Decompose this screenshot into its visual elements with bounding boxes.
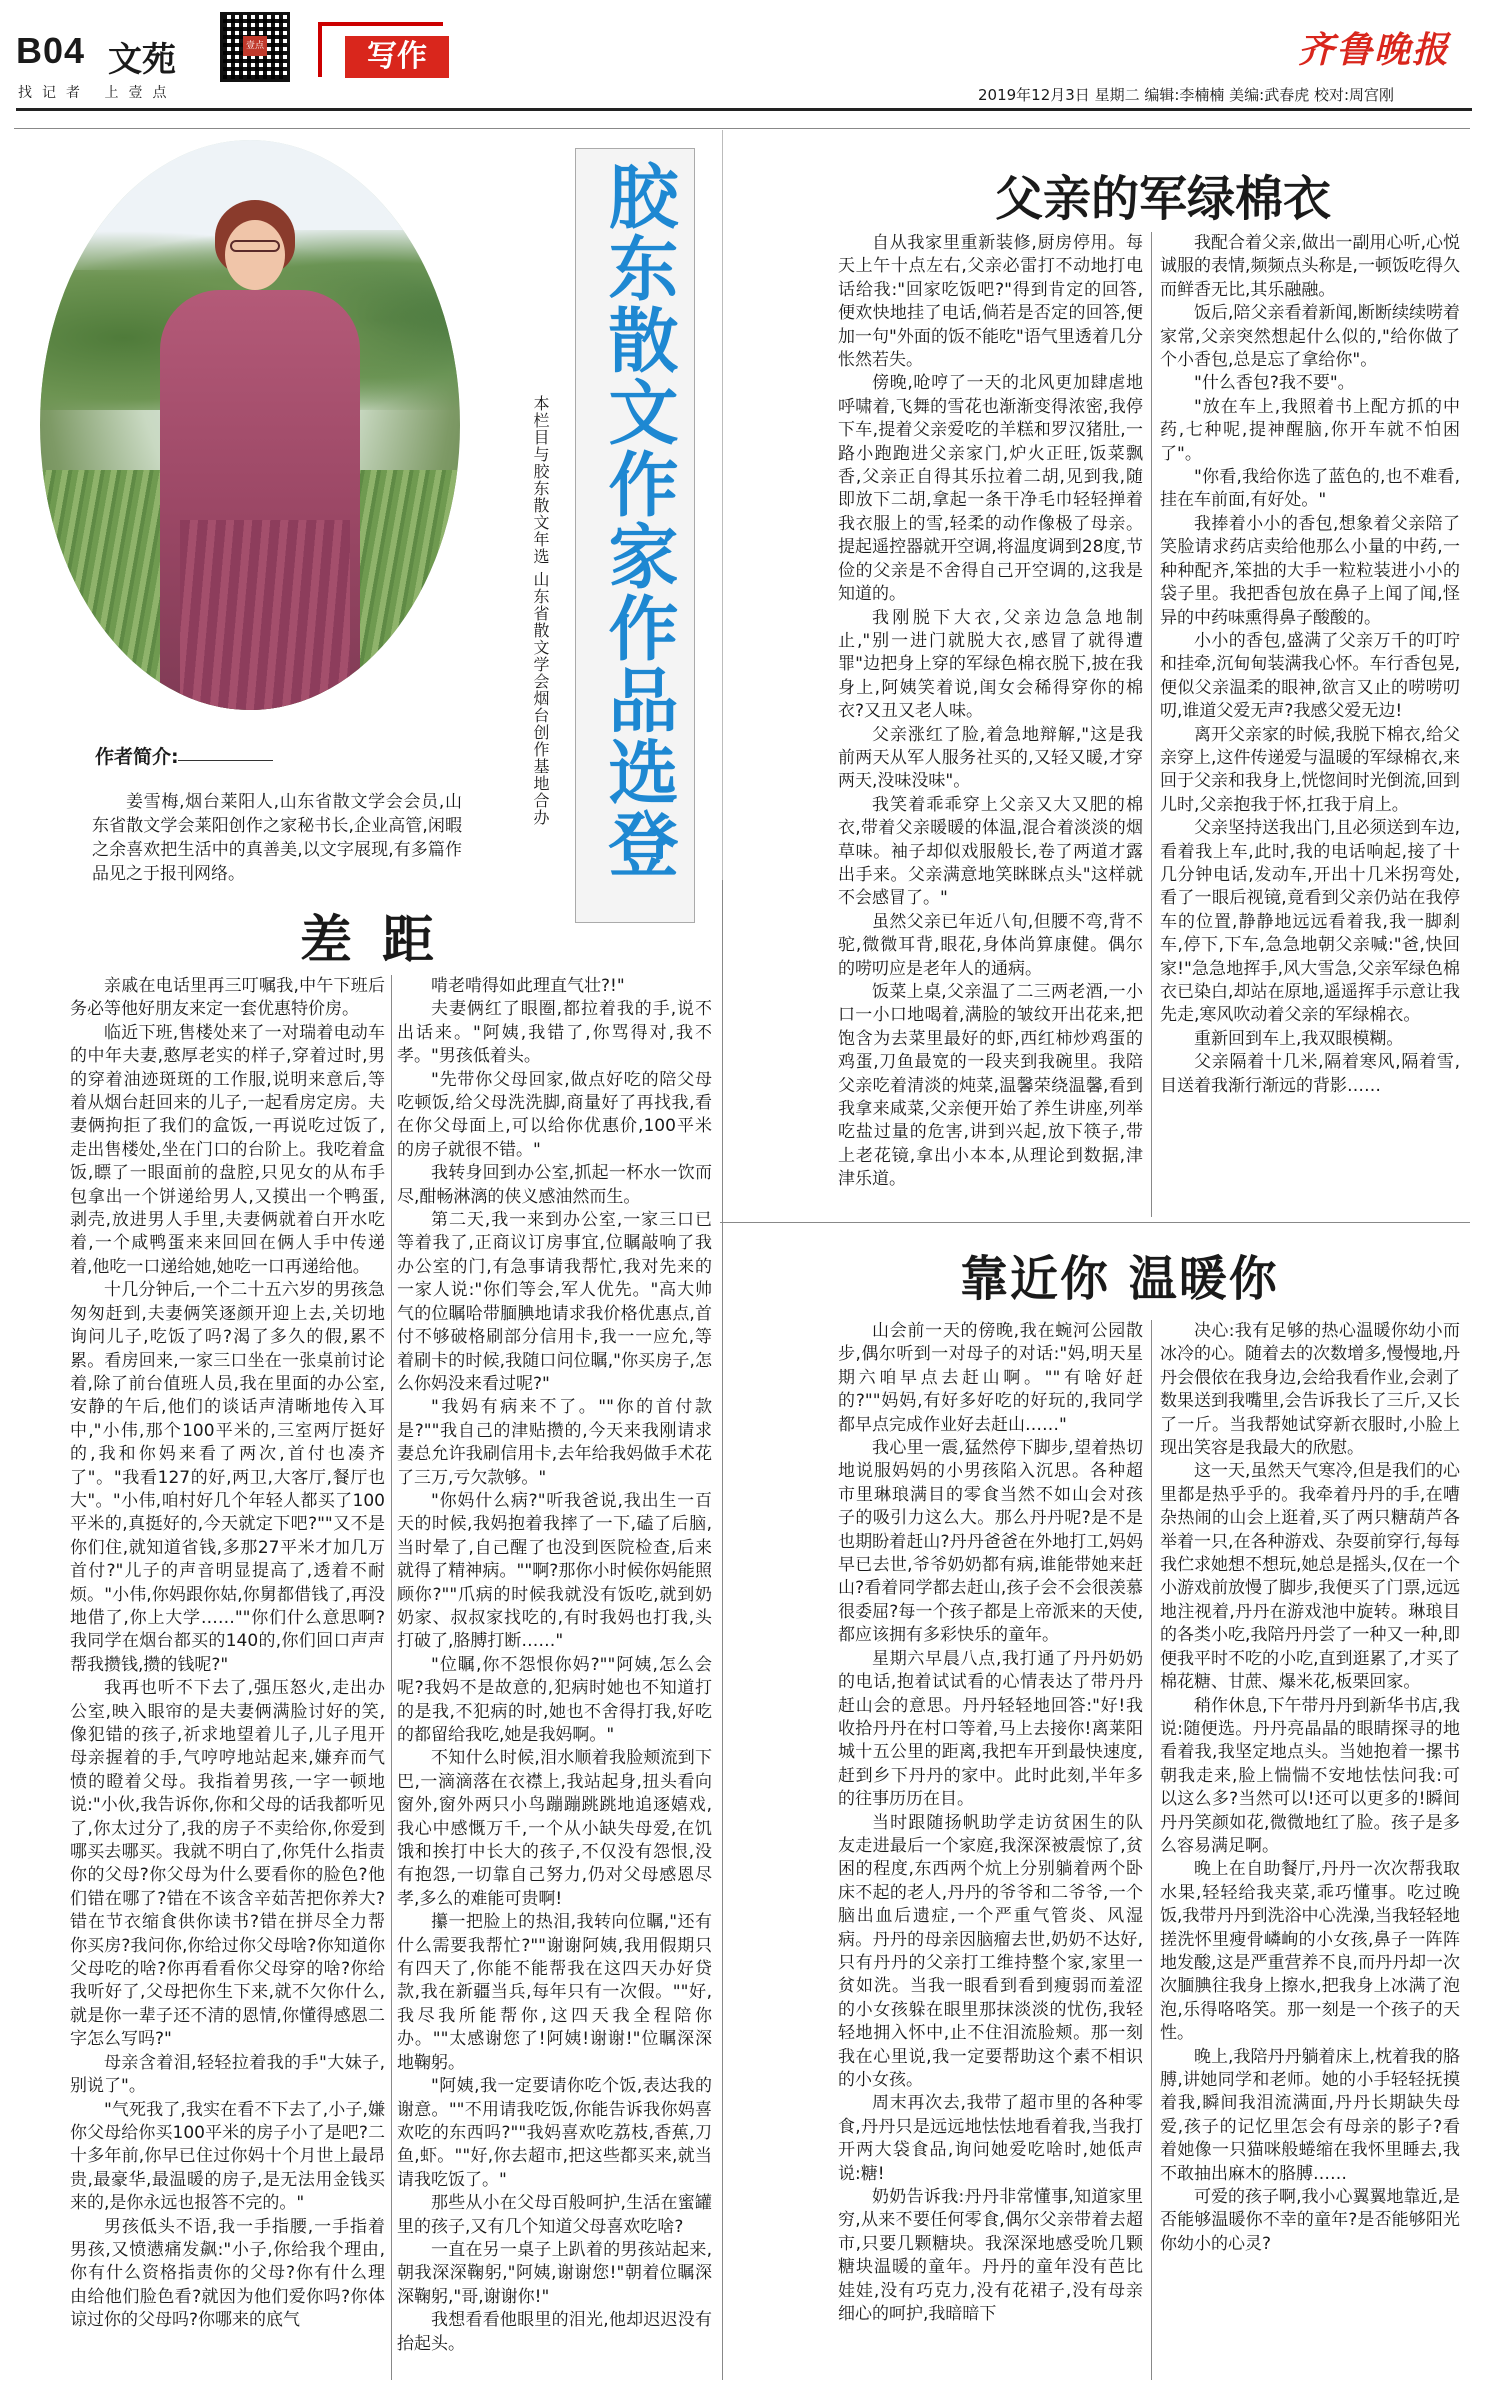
paragraph: 我配合着父亲,做出一副用心听,心悦诚服的表情,频频点头称是,一顿饭吃得久而鲜香无比,其乐融融。: [1160, 233, 1460, 300]
paragraph: "你妈什么病?"听我爸说,我出生一百天的时候,我妈抱着我摔了一下,磕了后脑,当时晕了,自己醒了也没到医院检查,后来就得了精神病。""啊?那你小时候你妈能照顾你?""爪病的时候我就没有饭吃,就到奶奶家、叔叔家找吃的,有时我妈也打我,头打破了,胳膊打断……": [397, 1490, 712, 1652]
paragraph: 傍晚,呛哼了一天的北风更加肆虐地呼啸着,飞舞的雪花也渐渐变得浓密,我停下车,提着父亲爱吃的羊糕和罗汉猪肚,一路小跑跑进父亲家门,炉火正旺,饭菜飘香,父亲正自得其乐拉着二胡,见到我,随即放下二胡,拿起一条干净毛巾轻轻掸着我衣服上的雪,轻柔的动作像极了母亲。提起遥控器就开空调,将温度调到28度,节俭的父亲是不舍得自己开空调的,这我是知道的。: [838, 373, 1143, 605]
rule-divider: [722, 880, 723, 2380]
page-number: B04: [16, 30, 86, 71]
paragraph: 饭菜上桌,父亲温了二三两老酒,一小口一小口地喝着,满脸的皱纹开出花来,把饱含为去菜里最好的虾,西红柿炒鸡蛋的鸡蛋,刀鱼最宽的一段夹到我碗里。我陪父亲吃着清淡的炖菜,温馨荣绕温馨,看到我拿来咸菜,父亲便开始了养生讲座,列举吃盐过量的危害,讲到兴起,放下筷子,带上老花镜,拿出小本本,从理论到数据,津津乐道。: [838, 982, 1143, 1190]
paragraph: "放在车上,我照着书上配方抓的中药,七种呢,提神醒脑,你开车就不怕困了"。: [1160, 396, 1460, 464]
article-title-gap: 差距: [300, 910, 465, 971]
paragraph: 十几分钟后,一个二十五六岁的男孩急匆匆赶到,夫妻俩笑逐颜开迎上去,关切地询问儿子,吃饭了吗?渴了多久的假,累不累。看房回来,一家三口坐在一张桌前讨论着,除了前台值班人员,我在里面的办公室,安静的午后,他们的谈话声清晰地传入耳中,"小伟,那个100平米的,三室两厅挺好的,我和你妈来看了两次,首付也凑齐了"。"我看127的好,两卫,大客厅,餐厅也大"。"小伟,咱村好几个年轻人都买了100平米的,真挺好的,今天就定下吧?""又不是你们住,就知道省钱,多那27平米才加几万首付?"儿子的声音明显提高了,透着不耐烦。"小伟,你妈跟你姑,你舅都借钱了,再没地借了,你上大学……""你们什么意思啊?我同学在烟台都买的140的,你们回口声声帮我攒钱,攒的钱呢?": [70, 1280, 385, 1675]
section-tag: 写作: [345, 36, 449, 78]
paragraph: 第二天,我一来到办公室,一家三口已等着我了,正商议订房事宜,位瞩敲响了我办公室的门,有急事请我帮忙,我对先来的一家人说:"你们等会,军人优先。"高大帅气的位瞩哈带腼腆地请求我价格优惠点,首付不够破格刷部分信用卡,我一一应允,等着刷卡的时候,我随口问位瞩,"你买房子,怎么你妈没来看过呢?": [397, 1210, 712, 1394]
paragraph: 一直在另一桌子上趴着的男孩站起来,朝我深深鞠躬,"阿姨,谢谢您!"朝着位瞩深深鞠躬,"哥,谢谢你!": [397, 2239, 712, 2307]
paragraph: 那些从小在父母百般呵护,生活在蜜罐里的孩子,又有几个知道父母喜欢吃啥?: [397, 2193, 712, 2237]
paragraph: 小小的香包,盛满了父亲万千的叮咛和挂牵,沉甸甸装满我心怀。车行香包晃,便似父亲温柔的眼神,欲言又止的唠唠叨叨,谁道父爱无声?我感父爱无边!: [1160, 630, 1460, 722]
paragraph: "你看,我给你选了蓝色的,也不难看,挂在车前面,有好处。": [1160, 467, 1460, 511]
paragraph: 重新回到车上,我双眼模糊。: [1194, 1028, 1404, 1049]
paragraph: 可爱的孩子啊,我小心翼翼地靠近,是否能够温暖你不幸的童年?是否能够阳光你幼小的心灵?: [1160, 2187, 1460, 2254]
rule-top: [14, 128, 1470, 129]
paragraph: 我刚脱下大衣,父亲边急急地制止,"别一进门就脱大衣,感冒了就得遭罪"边把身上穿的军绿色棉衣脱下,披在我身上,阿姨笑着说,闺女会稀得穿你的棉衣?又丑又老人味。: [838, 607, 1143, 722]
paragraph: 晚上,我陪丹丹躺着床上,枕着我的胳膊,讲她同学和老师。她的小手轻轻抚摸着我,瞬间我泪流满面,丹丹长期缺失母爱,孩子的记忆里怎会有母亲的影子?看着她像一只猫咪般蜷缩在我怀里睡去,我不敢抽出麻木的胳膊……: [1160, 2046, 1460, 2184]
paragraph: 我想看看他眼里的泪光,他却迟迟没有抬起头。: [397, 2310, 712, 2354]
paragraph: 虽然父亲已年近八旬,但腰不弯,背不驼,微微耳背,眼花,身体尚算康健。偶尔的唠叨应是老年人的通病。: [838, 911, 1143, 979]
paragraph: 山会前一天的傍晚,我在蜿河公园散步,偶尔听到一对母子的对话:"妈,明天星期六咱早点去赶山啊。""有啥好赶的?""妈妈,有好多好吃的好玩的,我同学都早点完成作业好去赶山……": [838, 1321, 1143, 1435]
paragraph: 我心里一震,猛然停下脚步,望着热切地说服妈妈的小男孩陷入沉思。各种超市里琳琅满目的零食当然不如山会对孩子的吸引力这么大。那么丹丹呢?是不是也期盼着赶山?丹丹爸爸在外地打工,妈妈早已去世,爷爷奶奶都有病,谁能带她来赶山?看着同学都去赶山,孩子会不会很羡慕很委屈?每一个孩子都是上帝派来的天使,都应该拥有多彩快乐的童年。: [838, 1438, 1143, 1646]
paragraph: 母亲含着泪,轻轻拉着我的手"大妹子,别说了"。: [70, 2052, 385, 2097]
paragraph: 我捧着小小的香包,想象着父亲陪了笑脸请求药店卖给他那么小量的中药,一种种配齐,笨拙的大手一粒粒装进小小的袋子里。我把香包放在鼻子上闻了闻,怪异的中药味熏得鼻子酸酸的。: [1160, 513, 1460, 628]
article-warm-you-col2: [1160, 1320, 1460, 2380]
column-note: 本栏目与胶东散文年选 山东省散文学会烟台创作基地合办: [531, 395, 550, 827]
paragraph: 自从我家里重新装修,厨房停用。每天上午十点左右,父亲必雷打不动地打电话给我:"回家吃饭吧?"得到肯定的回答,便欢快地挂了电话,倘若是否定的回答,便加一句"外面的饭不能吃"语气里透着几分怅然若失。: [838, 233, 1143, 371]
article-warm-you-col1: [838, 1320, 1143, 2380]
header-rule: [16, 108, 1472, 111]
paragraph: "位瞩,你不怨恨你妈?""阿姨,怎么会呢?我妈不是故意的,犯病时她也不知道打的是我,不犯病的时,她也不舍得打我,好吃的都留给我吃,她是我妈啊。": [397, 1654, 712, 1745]
newspaper-logo: 齐鲁晚报: [1298, 29, 1451, 71]
article-title-father-coat: 父亲的军绿棉衣: [995, 171, 1332, 227]
paragraph: 父亲隔着十几米,隔着寒风,隔着雪,目送着我渐行渐远的背影……: [1160, 1052, 1460, 1096]
paragraph: 当时跟随扬帆助学走访贫困生的队友走进最后一个家庭,我深深被震惊了,贫困的程度,东西两个炕上分别躺着两个卧床不起的老人,丹丹的爷爷和二爷爷,一个脑出血后遗症,一个严重气管炎、风湿病。丹丹的母亲因脑瘤去世,奶奶不达好,只有丹丹的父亲打工维持整个家,家里一贫如洗。当我一眼看到看到瘦弱而羞涩的小女孩躲在眼里那抹淡淡的忧伤,我轻轻地拥入怀中,止不住泪流脸颊。那一刻我在心里说,我一定要帮助这个素不相识的小女孩。: [838, 1812, 1143, 2090]
rule-col-a3: [1151, 1320, 1152, 2380]
article-title-warm-you: 靠近你 温暖你: [960, 1251, 1279, 1307]
author-bio: 姜雪梅,烟台莱阳人,山东省散文学会会员,山东省散文学会莱阳创作之家秘书长,企业高管,闲暇之余喜欢把生活中的真善美,以文字展现,有多篇作品见之于报刊网络。: [92, 792, 462, 884]
author-photo: [40, 140, 460, 710]
paragraph: 星期六早晨八点,我打通了丹丹奶奶的电话,抱着试试看的心情表达了带丹丹赶山会的意思。丹丹轻轻地回答:"好!我收拾丹丹在村口等着,马上去接你!离莱阳城十五公里的距离,我把车开到最快速度,赶到乡下丹丹的家中。此时此刻,半年多的往事历历在目。: [838, 1648, 1143, 1810]
qr-center-label: 壹点: [243, 36, 267, 56]
paragraph: 啃老啃得如此理直气壮?!": [431, 976, 625, 996]
paragraph: "气死我了,我实在看不下去了,小子,嫌你父母给你买100平米的房子小了是吧?二十多年前,你早已住过你妈十个月世上最昂贵,最豪华,最温暖的房子,是无法用金钱买来的,是你永远也报答不完的。": [70, 2099, 385, 2214]
paragraph: 我笑着乖乖穿上父亲又大又肥的棉衣,带着父亲暖暖的体温,混合着淡淡的烟草味。袖子却似戏服般长,卷了两道才露出手来。父亲满意地笑眯眯点头"这样就不会感冒了。": [838, 794, 1143, 909]
section-name: 文苑: [108, 40, 176, 80]
photo-woman-skirt: [180, 520, 350, 710]
column-title: 胶东散文作家作品选登: [597, 160, 679, 880]
paragraph: 我转身回到办公室,抓起一杯水一饮而尽,酣畅淋漓的侠义感油然而生。: [397, 1163, 712, 1207]
rule-mid-right: [720, 1222, 1470, 1223]
article-father-coat-col2: [1160, 232, 1460, 1217]
paragraph: 周末再次去,我带了超市里的各种零食,丹丹只是远远地怯怯地看着我,当我打开两大袋食品,询问她爱吃啥时,她低声说:糖!: [838, 2093, 1143, 2184]
author-bio-underline: [178, 760, 273, 761]
paragraph: 我再也听不下去了,强压怒火,走出办公室,映入眼帘的是夫妻俩满脸讨好的笑,像犯错的孩子,祈求地望着儿子,儿子甩开母亲握着的手,气哼哼地站起来,嫌弃而气愤的瞪着父母。我指着男孩,一字一顿地说:"小伙,我告诉你,你和父母的话我都听见了,你太过分了,我的房子不卖给你,你爱到哪买去哪买。我就不明白了,你凭什么指责你的父母?你父母为什么要看你的脸色?他们错在哪了?错在不该含辛茹苦把你养大?错在节衣缩食供你读书?错在拼尽全力帮你买房?我问你,你给过你父母啥?你知道你父母吃的啥?你再看看你父母穿的啥?你给我听好了,父母把你生下来,就不欠你什么,就是你一辈子还不清的恩情,你懂得感恩二字怎么写吗?": [70, 1678, 385, 2050]
paragraph: 攥一把脸上的热泪,我转向位瞩,"还有什么需要我帮忙?""谢谢阿姨,我用假期只有四天了,你能不能帮我在这四天办好贷款,我在新疆当兵,每年只有一次假。""好,我尽我所能帮你,这四天我全程陪你办。""太感谢您了!阿姨!谢谢!"位瞩深深地鞠躬。: [397, 1912, 712, 2073]
article-gap-col2: [397, 975, 712, 2380]
paragraph: 临近下班,售楼处来了一对瑞着电动车的中年夫妻,憨厚老实的样子,穿着过时,男的穿着油迹斑斑的工作服,说明来意后,等着从烟台赶回来的儿子,一起看房定房。夫妻俩拘拒了我们的盒饭,一再说吃过饭了,走出售楼处,坐在门口的台阶上。我吃着盒饭,瞟了一眼面前的盘腔,只见女的从布手包拿出一个饼递给男人,又摸出一个鸭蛋,剥壳,放进男人手里,夫妻俩就着白开水吃着,一个咸鸭蛋来来回回在俩人手中传递着,他吃一口递给她,她吃一口再递给他。: [70, 1022, 385, 1277]
photo-woman-glasses: [230, 240, 280, 252]
paragraph: 亲戚在电话里再三叮嘱我,中午下班后务必等他好朋友来定一套优惠特价房。: [70, 976, 385, 1020]
paragraph: 晚上在自助餐厅,丹丹一次次帮我取水果,轻轻给我夹菜,乖巧懂事。吃过晚饭,我带丹丹到洗浴中心洗澡,当我轻轻地搓洗怀里瘦骨嶙峋的小女孩,鼻子一阵阵地发酸,这是严重营养不良,而丹丹却一次次腼腆往我身上擦水,把我身上冰满了泡泡,乐得咯咯笑。那一刻是一个孩子的天性。: [1160, 1859, 1460, 2044]
article-father-coat-col1: [838, 232, 1143, 1217]
paragraph: 父亲涨红了脸,着急地辩解,"这是我前两天从军人服务社买的,又轻又暖,才穿两天,没味没味"。: [838, 724, 1143, 792]
paragraph: 不知什么时候,泪水顺着我脸颊流到下巴,一滴滴落在衣襟上,我站起身,扭头看向窗外,窗外两只小鸟蹦蹦跳跳地追逐嬉戏,我心中感慨万千,一个从小缺失母爱,在饥饿和挨打中长大的孩子,不仅没有怨恨,没有抱怨,一切靠自己努力,仍对父母感恩尽孝,多么的难能可贵啊!: [397, 1748, 712, 1909]
paragraph: 男孩低头不语,我一手指腰,一手指着男孩,又愤懑痛发飙:"小子,你给我个理由,你有什么资格指责你的父母?你有什么理由给他们脸色看?就因为他们爱你吗?你体谅过你的父母吗?你哪来的底气: [70, 2216, 385, 2331]
paragraph: "我妈有病来不了。""你的首付款是?""我自己的津贴攒的,今天来我刚请求妻总允许我刷信用卡,去年给我妈做手术花了三万,亏欠款够。": [397, 1397, 712, 1488]
paragraph: 夫妻俩红了眼圈,都拉着我的手,说不出话来。"阿姨,我错了,你骂得对,我不孝。"男孩低着头。: [397, 999, 712, 1067]
rule-col-a1: [1151, 232, 1152, 1217]
paragraph: "先带你父母回家,做点好吃的陪父母吃顿饭,给父母洗洗脚,商量好了再找我,看在你父母面上,可以给你优惠价,100平米的房子就很不错。": [397, 1069, 712, 1160]
date-line: 2019年12月3日 星期二 编辑:李楠楠 美编:武春虎 校对:周宫刚: [978, 86, 1395, 104]
paragraph: 这一天,虽然天气寒冷,但是我们的心里都是热乎乎的。我牵着丹丹的手,在嘈杂热闹的山会上逛着,买了两只糖葫芦各举着一只,在各种游戏、杂耍前穿行,每每我伫求她想不想玩,她总是摇头,仅在一个小游戏前放慢了脚步,我便买了门票,远远地注视着,丹丹在游戏池中旋转。琳琅目的各类小吃,我陪丹丹尝了一种又一种,即便我平时不吃的小吃,直到逛累了,才买了棉花糖、甘蔗、爆米花,板栗回家。: [1160, 1461, 1460, 1693]
paragraph: "阿姨,我一定要请你吃个饭,表达我的谢意。""不用请我吃饭,你能告诉我你妈喜欢吃的东西吗?""我妈喜欢吃荔枝,香蕉,刀鱼,虾。""好,你去超市,把这些都买来,就当请我吃饭了。": [397, 2076, 712, 2190]
article-gap-col1: [70, 975, 385, 2380]
paragraph: 决心:我有足够的热心温暖你幼小而冰冷的心。随着去的次数增多,慢慢地,丹丹会偎依在我身边,会给我看作业,会剥了数果送到我嘴里,会告诉我长了三斤,又长了一斤。当我帮她试穿新衣服时,小脸上现出笑容是我最大的欣慰。: [1160, 1321, 1460, 1459]
paragraph: 父亲坚持送我出门,且必须送到车边,看着我上车,此时,我的电话响起,接了十几分钟电话,发动车,开出十几米拐弯处,看了一眼后视镜,竟看到父亲仍站在我停车的位置,静静地远远看着我,我一脚刹车,停下,下车,急急地朝父亲喊:"爸,快回家!"急急地挥手,风大雪急,父亲军绿色棉衣已染白,却站在原地,遥遥挥手示意让我先走,寒风吹动着父亲的军绿棉衣。: [1160, 818, 1460, 1026]
slogan: 找记者 上壹点: [18, 85, 177, 101]
paragraph: "什么香包?我不要"。: [1194, 373, 1355, 394]
author-bio-label: 作者简介:: [95, 746, 179, 768]
rule-col-a2: [391, 975, 392, 2380]
rule-divider-top: [722, 130, 723, 880]
paragraph: 离开父亲家的时候,我脱下棉衣,给父亲穿上,这件传递爱与温暖的军绿棉衣,来回于父亲和我身上,恍惚间时光倒流,回到儿时,父亲抱我于怀,扛我于肩上。: [1160, 724, 1460, 815]
paragraph: 奶奶告诉我:丹丹非常懂事,知道家里穷,从来不要任何零食,偶尔父亲带着去超市,只要几颗糖块。我深深地感受吮几颗糖块温暖的童年。丹丹的童年没有芭比娃娃,没有巧克力,没有花裙子,没有母亲细心的呵护,我暗暗下: [838, 2187, 1143, 2325]
photo-woman-face: [225, 220, 285, 290]
paragraph: 稍作休息,下午带丹丹到新华书店,我说:随便选。丹丹亮晶晶的眼睛探寻的地看着我,我坚定地点头。当她抱着一摞书朝我走来,脸上惴惴不安地怯怯问我:可以这么多?当然可以!还可以更多的!瞬间丹丹笑颜如花,微微地红了脸。孩子是多么容易满足啊。: [1160, 1695, 1460, 1856]
paragraph: 饭后,陪父亲看着新闻,断断续续唠着家常,父亲突然想起什么似的,"给你做了个小香包,总是忘了拿给你"。: [1160, 303, 1460, 371]
